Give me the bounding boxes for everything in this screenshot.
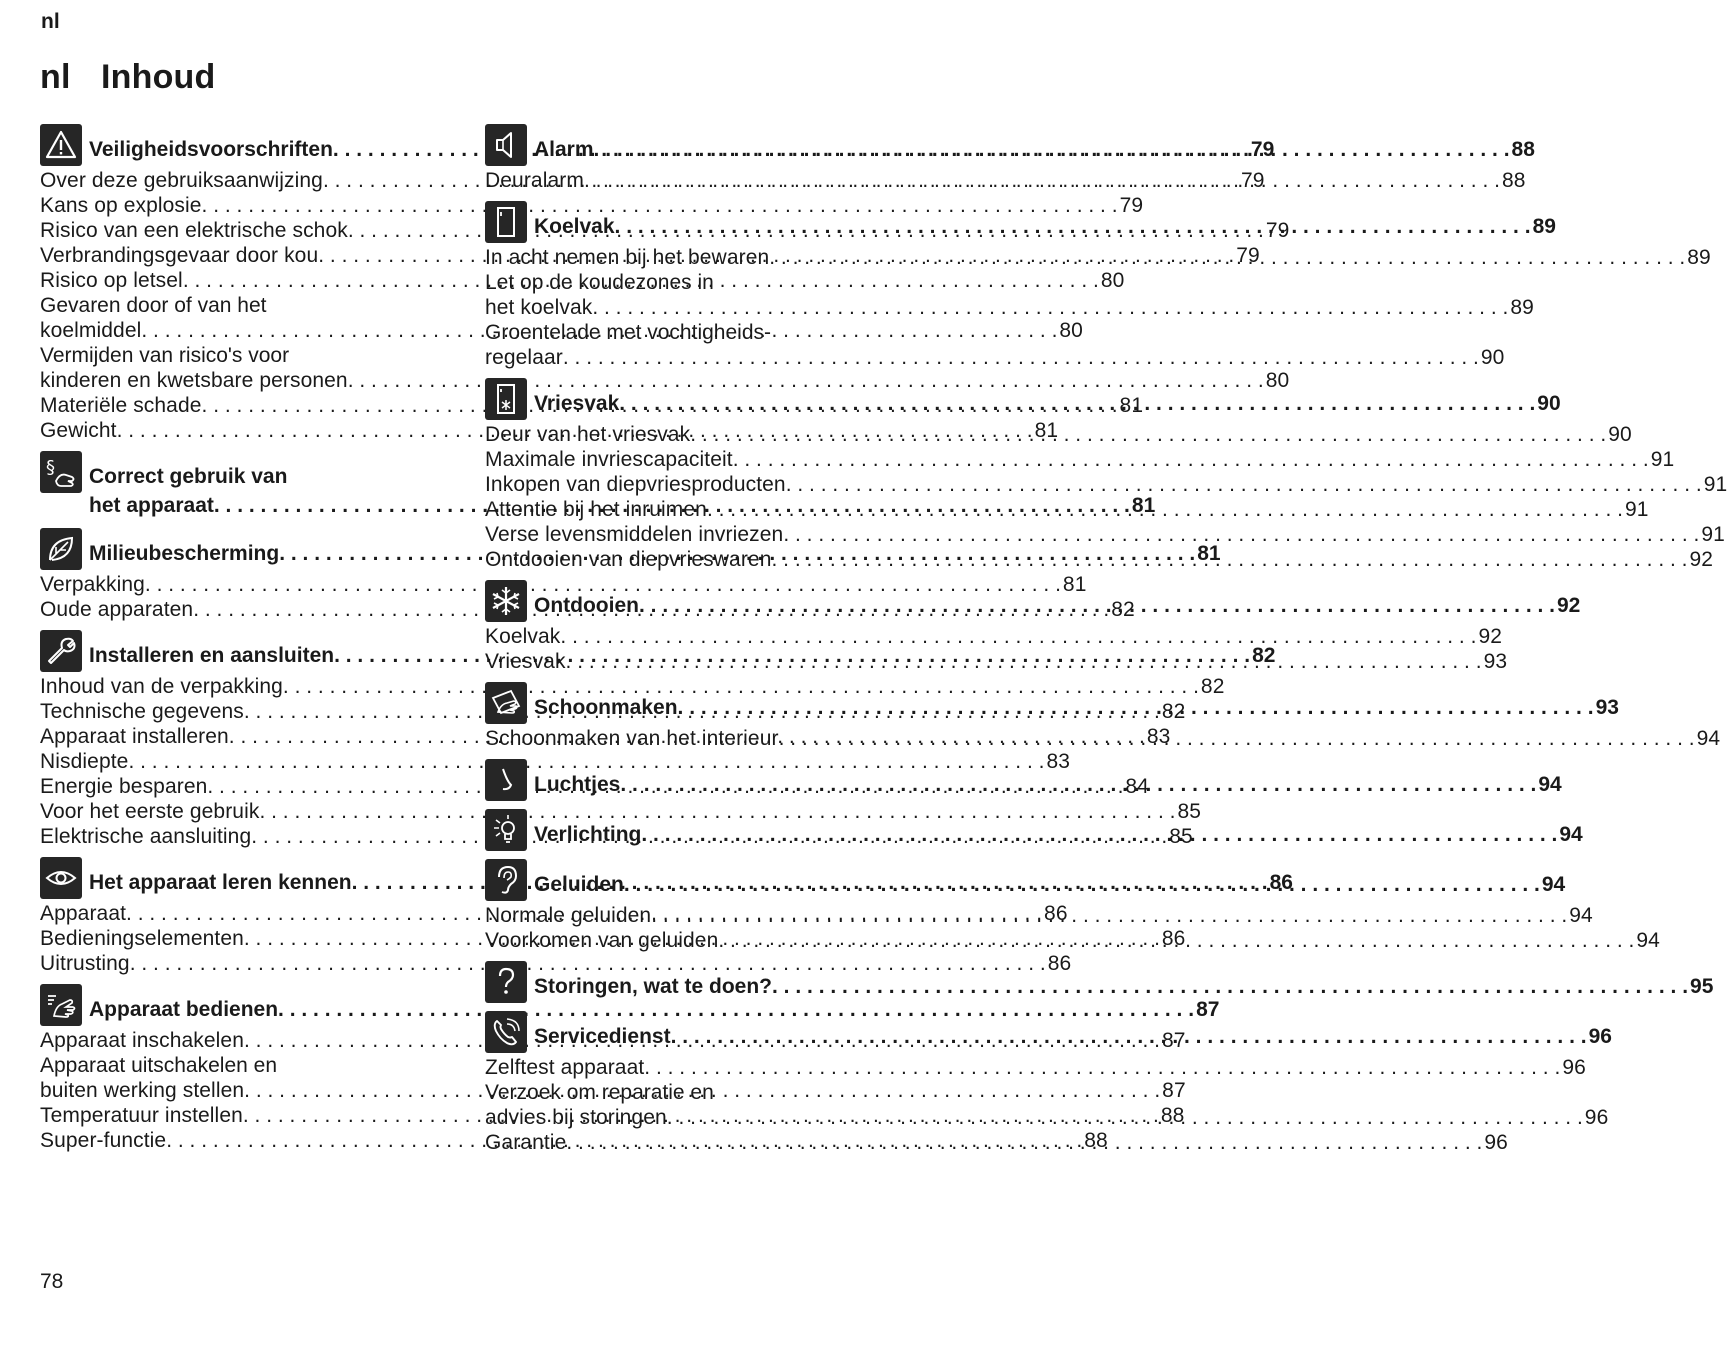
toc-entry-label: Verse levensmiddelen invriezen [485,523,784,546]
leader-dots [620,770,1536,799]
section-title [534,961,1713,1001]
section-title-row [534,591,1580,620]
toc-entry-label: Bedieningselementen [40,927,244,950]
section-title-row-page: 81 [1197,542,1221,565]
toc-entry-page: 89 [1687,246,1711,269]
toc-entry-label: Verbrandingsgevaar door kou [40,244,319,267]
ear-icon [485,859,527,901]
section-title-row-label: Milieubescherming [89,542,280,565]
toc-entry-page: 86 [1044,902,1068,925]
leader-dots [619,389,1535,418]
toc-entry-page: 82 [1161,700,1186,723]
toc-entry-page: 79 [1236,244,1260,267]
toc-entry-label: Apparaat [40,902,127,925]
section-title-row-page: 90 [1537,392,1561,415]
toc-entry-label: Attentie bij het inruimen [485,498,707,521]
section-title-row-label: Schoonmaken [534,696,678,719]
section-title-row-page: 82 [1252,644,1276,667]
toc-entry-line: Vermijden van risico's voor [40,344,290,367]
section-title [534,809,1583,849]
toc-entry-page: 94 [1569,904,1593,927]
toc-entry [485,295,1534,320]
toc-entry-page: 79 [1265,219,1290,242]
leader-dots [678,693,1594,722]
section-title-row-label: Apparaat bedienen [89,998,279,1021]
toc-entry-page: 96 [1484,1131,1508,1154]
toc-entry [40,951,1072,976]
toc-entry-label: Temperatuur instellen [40,1104,243,1127]
paragraph-hand-icon [40,451,82,493]
toc-entry-label: Gewicht [40,419,117,442]
toc-entry-label: Over deze gebruiksaanwijzing [40,169,323,192]
section-title [534,1011,1612,1051]
toc-entry-label: koelmiddel [40,319,142,342]
toc-entry-label: Maximale invriescapaciteit [485,448,733,471]
toc-entry-label: Super-functie [40,1129,167,1152]
toc-entry-line: Gevaren door of van het [40,294,267,317]
section-title-row-page: 79 [1250,138,1275,161]
toc-entry-page: 91 [1701,523,1725,546]
speaker-icon [485,124,527,166]
toc-entry-page: 88 [1160,1104,1185,1127]
leader-dots [560,624,1476,649]
section-title-row [534,870,1565,899]
toc-entry-label: Uitrusting [40,952,130,975]
section-title-row-label: Alarm [534,138,594,161]
leader-dots [594,135,1510,164]
section-title-row [534,389,1561,418]
toc-entry-page: 96 [1584,1106,1609,1129]
toc-entry-page: 90 [1480,346,1505,369]
section-title-row-page: 93 [1595,696,1619,719]
leader-dots [624,870,1540,899]
section-title-row [534,1022,1612,1051]
toc-entry [485,1055,1586,1080]
leader-dots [671,1022,1587,1051]
toc-entry-page: 88 [1084,1129,1108,1152]
question-icon [485,961,527,1003]
section-title [534,859,1565,899]
toc-entry-page: 85 [1177,800,1202,823]
toc-entry-label: Risico van een elektrische schok [40,219,348,242]
wrench-icon [40,630,82,672]
leader-dots [733,447,1649,472]
toc-entry-page: 81 [1119,394,1144,417]
toc-entry-page: 96 [1562,1056,1586,1079]
toc-entry-page: 83 [1046,750,1071,773]
eye-icon [40,857,82,899]
leader-dots [584,168,1500,193]
leader-dots [667,1105,1583,1130]
section-title [534,378,1561,418]
section-title-row [534,212,1556,241]
toc-entry-page: 93 [1483,650,1508,673]
section-title-row [534,135,1535,164]
section-title-row-page: 87 [1196,998,1220,1021]
page-number: 78 [40,1270,64,1293]
leader-dots [769,245,1685,270]
freezer-icon [485,378,527,420]
toc-entry-label: Ontdooien van diepvrieswaren [485,548,772,571]
snowflake-icon [485,580,527,622]
toc-entry-label: Schoonmaken van het interieur [485,727,779,750]
leader-dots [563,345,1479,370]
toc-entry-page: 80 [1100,269,1125,292]
toc-entry-label: Materiële schade [40,394,202,417]
cleaning-icon [485,682,527,724]
section-title-row-label: Installeren en aansluiten [89,644,335,667]
toc-entry-page: 86 [1047,952,1072,975]
toc-entry-label: Voor het eerste gebruik [40,800,260,823]
section-title-row-page: 81 [1131,494,1156,517]
section-title-row-label: Luchtjes [534,773,621,796]
leader-dots [783,522,1699,547]
section-title-row [534,693,1619,722]
toc-entry-line: Let op de koudezones in [485,271,714,294]
toc-entry-page: 91 [1703,473,1727,496]
leader-dots [566,649,1482,674]
section-title-row-page: 96 [1588,1025,1612,1048]
toc-entry-page: 80 [1059,319,1083,342]
toc-entry-page: 91 [1650,448,1675,471]
leader-dots [707,497,1623,522]
toc-entry-label: Deur van het vriesvak [485,423,691,446]
toc-entry [40,193,1144,218]
toc-entry-label: Oude apparaten [40,598,194,621]
toc-entry-page: 94 [1636,929,1660,952]
leader-dots [718,928,1634,953]
leader-dots [690,422,1606,447]
toc-entry-label: Nisdiepte [40,750,129,773]
nose-icon [485,759,527,801]
section-title-row-label: Vriesvak [534,392,620,415]
section-title-row [534,820,1583,849]
language-tag: nl [41,10,60,33]
section-title-row [534,972,1713,1001]
toc-entry-page: 89 [1510,296,1534,319]
toc-entry-label: Technische gegevens [40,700,244,723]
toc-entry-page: 79 [1119,194,1144,217]
toc-entry-label: Garantie [485,1131,567,1154]
leader-dots [615,212,1531,241]
section-title-row-page: 94 [1559,823,1583,846]
toc-entry-page: 91 [1624,498,1649,521]
toc-entry-label: advies bij storingen [485,1106,667,1129]
toc-entry [485,624,1502,649]
section-title-row-page: 94 [1538,773,1562,796]
svg-text:§: § [46,457,55,478]
section-title [534,759,1562,799]
section-title-row-page: 86 [1269,871,1293,894]
toc-entry [40,572,1087,597]
leader-dots [644,1055,1560,1080]
toc-entry-label: Vriesvak [485,650,566,673]
toc-entry [40,674,1225,699]
toc-entry-label: Apparaat inschakelen [40,1029,244,1052]
toc-entry-page: 86 [1161,927,1186,950]
toc-entry-page: 82 [1200,675,1225,698]
page-title-lang: nl [40,58,71,96]
toc-entry-page: 81 [1034,419,1059,442]
toc-entry-label: Koelvak [485,625,561,648]
toc-entry [485,472,1727,497]
fridge-icon [485,201,527,243]
toc-entry-label: buiten werking stellen [40,1079,245,1102]
section-title-row-page: 95 [1690,975,1714,998]
toc-entry-page: 87 [1162,1029,1186,1052]
toc-entry-page: 79 [1240,169,1265,192]
section-title [534,201,1556,241]
lightbulb-icon [485,809,527,851]
leaf-icon [40,528,82,570]
section-title [534,580,1580,620]
leader-dots [786,472,1702,497]
leader-dots [771,547,1687,572]
section-title-row-label: het apparaat [89,494,214,517]
toc-entry-label: Kans op explosie [40,194,202,217]
leader-dots [566,1130,1482,1155]
section-title-row [534,770,1562,799]
toc-entry-label: Risico op letsel [40,269,183,292]
page-title-text: Inhoud [101,58,216,96]
toc-entry-label: Energie besparen [40,775,208,798]
toc-entry-line: Verzoek om reparatie en [485,1081,714,1104]
toc-entry-label: regelaar [485,346,563,369]
toc-entry-page: 88 [1501,169,1526,192]
section-title-row-label: Ontdooien [534,594,639,617]
leader-dots [651,903,1567,928]
page-title [40,58,216,97]
toc-entry-label: Deuralarm [485,169,584,192]
section-title-row-page: 94 [1541,873,1566,896]
section-title-row-label: Servicedienst [534,1025,671,1048]
section-title-row-page: 92 [1557,594,1581,617]
toc-entry-page: 90 [1608,423,1632,446]
section-title [534,682,1619,722]
toc-entry-label: Normale geluiden [485,904,652,927]
toc-entry-label: Apparaat installeren [40,725,229,748]
toc-entry-page: 92 [1478,625,1502,648]
section-title-row-label: Veiligheidsvoorschriften [89,138,333,161]
toc-entry-page: 81 [1062,573,1087,596]
section-title [534,124,1535,164]
warning-triangle-icon [40,124,82,166]
section-title-row-label: Geluiden [534,873,624,896]
toc-entry [40,368,1290,393]
leader-dots [779,726,1695,751]
leader-dots [772,972,1688,1001]
leader-dots [592,295,1508,320]
toc-entry-page: 82 [1111,598,1135,621]
toc-entry-line: Apparaat uitschakelen en [40,1054,277,1077]
phone-icon [485,1011,527,1053]
toc-entry-page: 92 [1689,548,1714,571]
toc-entry [485,345,1505,370]
toc-entry-line: Groentelade met vochtigheids- [485,321,771,344]
section-title-row-page: 88 [1511,138,1535,161]
section-title-row-label: Storingen, wat te doen? [534,975,773,998]
toc-entry-label: Zelftest apparaat [485,1056,645,1079]
toc-entry-page: 87 [1162,1079,1186,1102]
toc-entry-label: In acht nemen bij het bewaren [485,246,770,269]
toc-entry-label: Voorkomen van geluiden [485,929,719,952]
toc-entry-label: Inhoud van de verpakking [40,675,283,698]
toc-entry [485,447,1675,472]
toc-entry-label: kinderen en kwetsbare personen [40,369,348,392]
toc-entry-page: 85 [1169,825,1193,848]
leader-dots [639,591,1555,620]
toc-entry [40,749,1071,774]
toc-entry-page: 80 [1265,369,1290,392]
toc-entry-label: het koelvak [485,296,593,319]
toc-entry [40,799,1202,824]
toc-entry-label: Verpakking [40,573,145,596]
section-title-row-label: Verlichting [534,823,642,846]
toc-entry-label: Inkopen van diepvriesproducten [485,473,786,496]
section-title-line: Correct gebruik van [89,465,288,488]
hand-control-icon [40,984,82,1026]
section-title-row-label: Koelvak [534,215,615,238]
toc-entry-label: Elektrische aansluiting [40,825,252,848]
toc-entry-page: 84 [1125,775,1149,798]
toc-entry [485,522,1725,547]
leader-dots [641,820,1557,849]
toc-entry-page: 94 [1696,727,1721,750]
section-title-row-label: Het apparaat leren kennen [89,871,352,894]
toc-entry-page: 83 [1146,725,1171,748]
section-title-row-page: 89 [1532,215,1556,238]
